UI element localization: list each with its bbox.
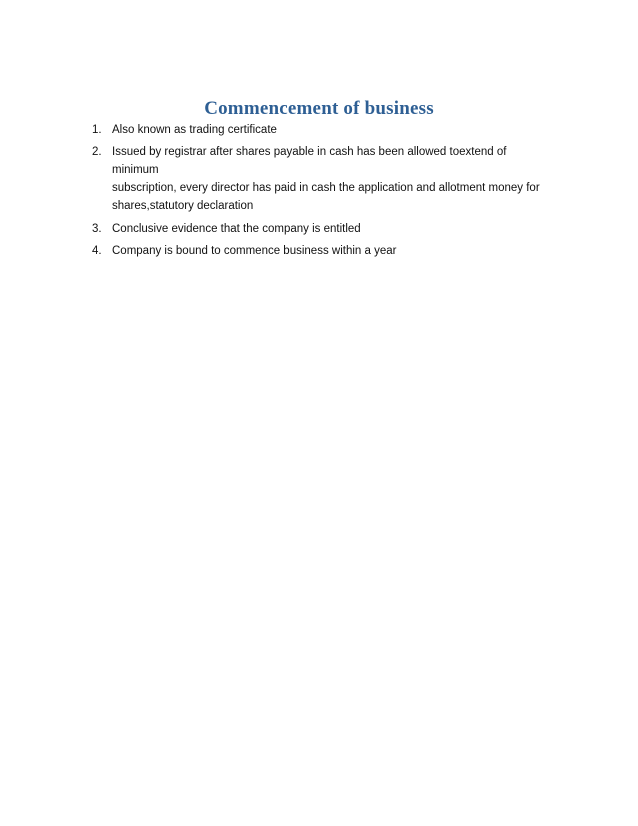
list-item-number: 2. [92, 146, 102, 158]
list-item-number: 1. [92, 124, 102, 136]
page-title: Commencement of business [204, 98, 434, 119]
list-item [92, 144, 552, 215]
list-item-text: Conclusive evidence that the company is entitled [112, 223, 361, 235]
numbered-list [92, 122, 552, 265]
list-item-number: 4. [92, 245, 102, 257]
list-item [92, 243, 552, 259]
list-item [92, 221, 552, 237]
list-item-text: Company is bound to commence business within a year [112, 245, 397, 257]
list-item-text: Also known as trading certificate [112, 124, 277, 136]
list-item-number: 3. [92, 223, 102, 235]
list-item-text: Issued by registrar after shares payable in cash has been allowed toextend of minimum subscription, every director has paid in cash the application and allotment money for shares,statutory declaration [112, 146, 540, 212]
list-item [92, 122, 552, 138]
